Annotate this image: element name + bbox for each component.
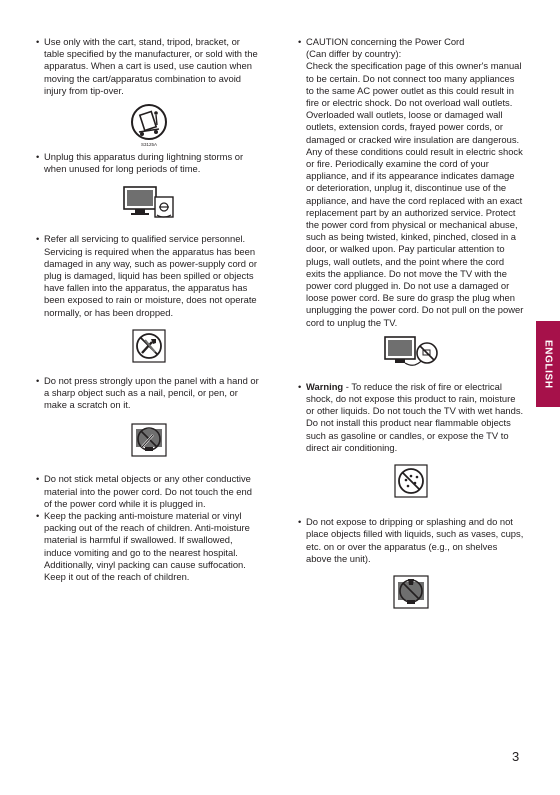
safety-item-warning-moisture xyxy=(298,381,524,454)
safety-text: Do not stick metal objects or any other conductive material into the power cord. Do not touch the end of the power cord while it is plugged in. xyxy=(44,473,252,509)
cart-caption: S3125A xyxy=(140,142,157,148)
safety-text: Use only with the cart, stand, tripod, bracket, or table specified by the manufacturer, or sold with the apparatus. When a cart is used, use caution when moving the cart/apparatus combination to avoid injury from tip-over. xyxy=(44,36,258,96)
safety-text: Do not expose to dripping or splashing and do not place objects filled with liquids, such as vases, cups, etc. on or over the apparatus (e.g., on shelves above the unit). xyxy=(306,516,524,564)
safety-item-power-cord xyxy=(298,36,524,329)
caution-heading: CAUTION concerning the Power Cord xyxy=(306,36,465,47)
panel-figure xyxy=(36,423,261,461)
unplug-figure xyxy=(36,185,261,221)
servicing-figure xyxy=(36,329,261,363)
bullet: • xyxy=(36,374,40,386)
bullet: • xyxy=(36,233,40,245)
tv-no-pull-cord-icon xyxy=(383,335,439,371)
safety-text: Do not press strongly upon the panel with a hand or a sharp object such as a nail, pencil, or pen, or make a scratch on it. xyxy=(44,374,259,411)
left-column xyxy=(36,36,261,583)
safety-text: - To reduce the risk of fire or electrical shock, do not expose this product to rain, moisture or other liquids. Do not touch the TV with wet hands. Do not install this product near flammable objects such as gasoline or candles, or expose the TV to direct air conditioning. xyxy=(306,380,524,453)
right-column xyxy=(298,36,524,611)
warning-label: Warning xyxy=(306,380,344,392)
power-cord-figure xyxy=(298,335,524,371)
language-tab xyxy=(536,321,560,407)
moisture-figure xyxy=(298,464,524,498)
tv-no-vase-icon xyxy=(393,575,429,611)
safety-item-cart xyxy=(36,36,261,97)
bullet: • xyxy=(298,516,302,528)
safety-item-metal-objects xyxy=(36,473,261,510)
no-liquid-icon xyxy=(394,464,428,498)
tv-unplug-icon xyxy=(123,185,175,221)
bullet: • xyxy=(36,510,40,522)
safety-text: Check the specification page of this owner's manual to be certain. Do not connect too many appliances to the same AC power outlet as this could result in fire or electric shock. Do not overload wall outlets. Overloaded wall outlets, loose or damaged wall outlets, extension cords, frayed power cords, or damaged or cracked wire insulation are dangerous. Any of these conditions could result in electric shock or fire. Periodically examine the cord of your appliance, and if its appearance indicates damage or deterioration, unplug it, discontinue use of the appliance, and have the cord replaced with an exact replacement part by an authorized service. Protect the power cord from physical or mechanical abuse, such as being twisted, kinked, pinched, closed in a door, or walked upon. Pay particular attention to plugs, wall outlets, and the point where the cord exits the appliance. Do not move the TV with the power cord plugged in. Do not use a damaged or loose power cord. Be sure do grasp the plug when unplugging the power cord. Do not pull on the power cord to unplug the TV. xyxy=(306,60,524,328)
vase-figure xyxy=(298,575,524,611)
no-tools-icon xyxy=(132,329,166,363)
page-number: 3 xyxy=(512,749,520,764)
cart-figure xyxy=(36,103,261,147)
tv-no-sharp-object-icon xyxy=(131,423,167,461)
safety-item-unplug xyxy=(36,151,261,175)
safety-item-panel-pressure xyxy=(36,375,261,412)
safety-text: Refer all servicing to qualified service personnel. Servicing is required when the apparatus has been damaged in any way, such as power-supply cord or plug is damaged, liquid has been spilled or objects have fallen into the apparatus, the apparatus has been exposed to rain or moisture, does not operate normally, or has been dropped. xyxy=(44,233,257,318)
safety-item-dripping xyxy=(298,516,524,565)
language-tab-label: ENGLISH xyxy=(542,339,554,389)
cart-tip-over-icon xyxy=(126,103,172,147)
safety-text: Unplug this apparatus during lightning storms or when unused for long periods of time. xyxy=(44,151,244,175)
bullet: • xyxy=(36,36,40,47)
safety-item-servicing xyxy=(36,233,261,318)
caution-subheading: (Can differ by country): xyxy=(306,48,402,60)
safety-text: Keep the packing anti-moisture material or vinyl packing out of the reach of children. Anti-moisture material is harmful if swallowed. If swallowed, induce vomiting and go to the nearest hospital. Additionally, vinyl packing can cause suffocation. Keep it out of the reach of children. xyxy=(44,510,250,583)
bullet: • xyxy=(298,380,302,392)
bullet: • xyxy=(36,151,40,163)
safety-item-packing xyxy=(36,510,261,583)
bullet: • xyxy=(36,473,40,485)
bullet: • xyxy=(298,36,302,47)
